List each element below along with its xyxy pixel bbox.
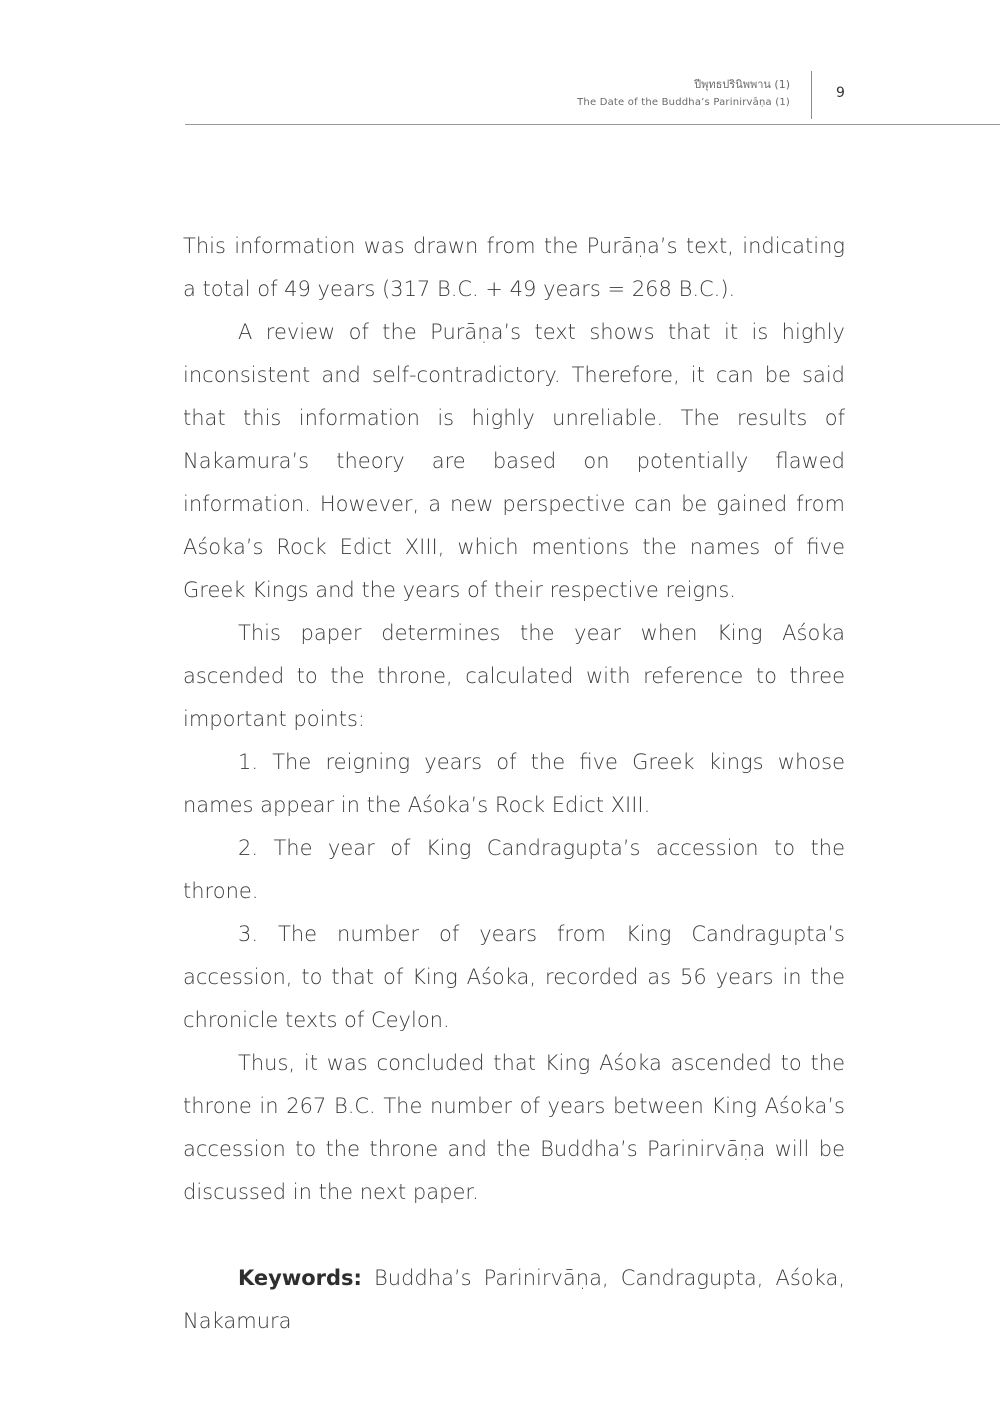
paragraph-1: This information was drawn from the Purāṇa’s text, indicating a total of 49 years (317 B.C. + 49 years = 268 B.C.). — [183, 234, 845, 301]
list-item-3: 3. The number of years from King Candragupta’s accession, to that of King Aśoka, recorded as 56 years in the chronicle texts of Ceylon. — [183, 922, 845, 1032]
list-item-2: 2. The year of King Candragupta’s accession to the throne. — [183, 836, 845, 903]
paragraph-3: This paper determines the year when King Aśoka ascended to the throne, calculated with reference to three important points: — [183, 621, 845, 731]
header-thai-title: ปีพุทธปรินิพพาน (1) — [694, 78, 790, 91]
keywords-text: Buddha’s Parinirvāṇa, Candragupta, Aśoka, Nakamura — [183, 1266, 845, 1333]
body-text — [183, 225, 845, 1343]
running-header — [577, 76, 790, 112]
keywords — [183, 1257, 845, 1343]
spacer — [183, 1214, 845, 1257]
header-divider-horizontal — [185, 124, 1000, 125]
page-number: 9 — [836, 85, 845, 101]
paragraph-2: A review of the Purāṇa’s text shows that it is highly inconsistent and self-contradictory. Therefore, it can be said that this information is highly unreliable. The results of Nakamura’s theory are based on potentially flawed information. However, a new perspective can be gained from Aśoka’s Rock Edict XIII, which mentions the names of five Greek Kings and the years of their respective reigns. — [183, 320, 845, 602]
keywords-label: Keywords: — [238, 1266, 362, 1290]
paragraph-conclusion: Thus, it was concluded that King Aśoka ascended to the throne in 267 B.C. The number of years between King Aśoka’s accession to the throne and the Buddha’s Parinirvāṇa will be discussed in the next paper. — [183, 1051, 845, 1204]
header-english-title: The Date of the Buddha’s Parinirvāṇa (1) — [577, 97, 790, 108]
header-divider-vertical — [811, 71, 812, 119]
list-item-1: 1. The reigning years of the five Greek kings whose names appear in the Aśoka’s Rock Edict XIII. — [183, 750, 845, 817]
